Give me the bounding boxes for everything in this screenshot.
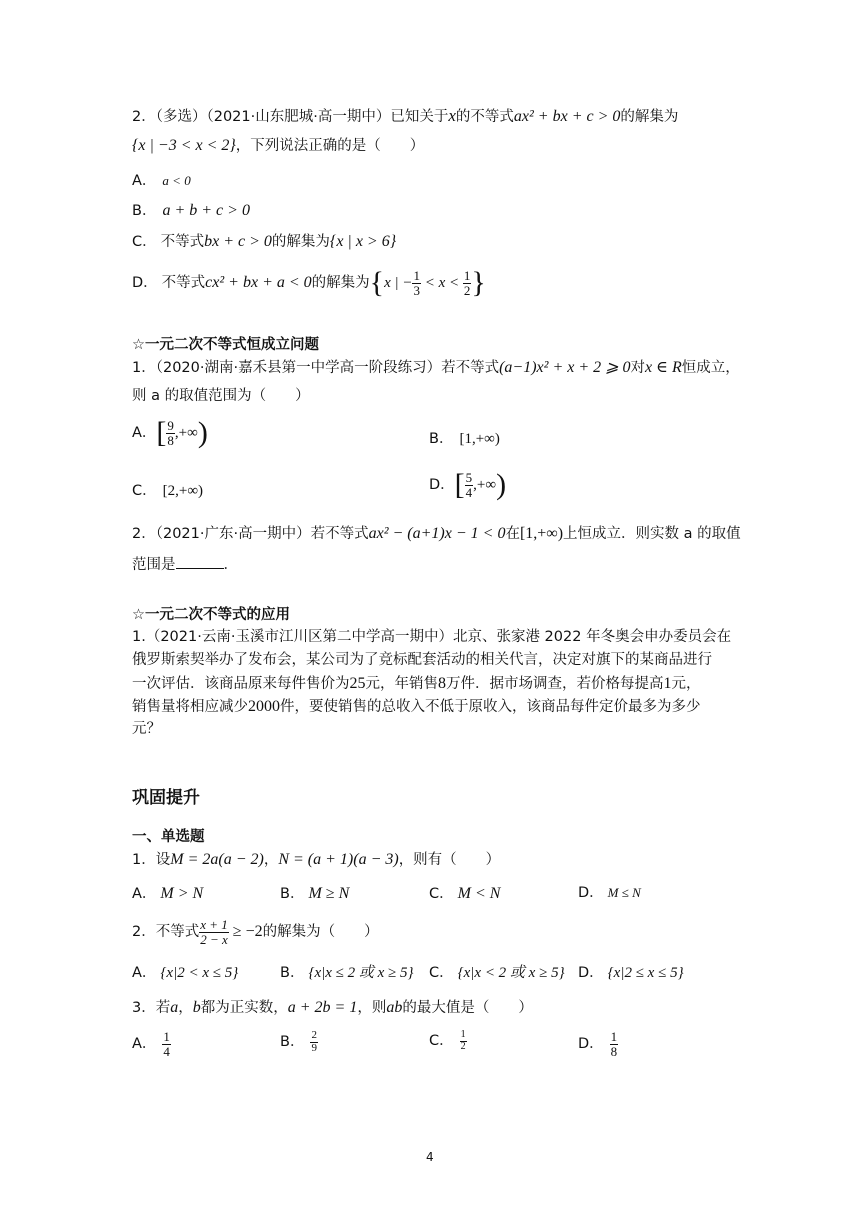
number: 25 bbox=[349, 675, 366, 692]
interval-tail: ,+∞ bbox=[174, 425, 198, 441]
section-title: 巩固提升 bbox=[132, 788, 200, 808]
option-a bbox=[132, 964, 238, 983]
question-2-line2 bbox=[132, 556, 238, 574]
bracket-left: [ bbox=[454, 468, 465, 501]
number: 1 bbox=[663, 675, 672, 692]
option-label: A． bbox=[132, 886, 157, 902]
option-label: A． bbox=[132, 1036, 157, 1053]
option-label: A． bbox=[132, 965, 157, 981]
numerator: 1 bbox=[413, 267, 420, 283]
denominator: 2 bbox=[460, 1040, 466, 1052]
text: 元，年销售 bbox=[365, 676, 438, 692]
q-text: 1．设 bbox=[132, 852, 171, 868]
q2-text: 2．（多选）（2021·山东肥城·高一期中）已知关于 bbox=[132, 109, 449, 125]
option-expr: a < 0 bbox=[162, 173, 191, 188]
option-d bbox=[132, 268, 486, 298]
q-text: 上恒成立．则实数 a 的取值 bbox=[563, 526, 741, 542]
q-text: 都为正实数， bbox=[200, 1000, 288, 1016]
denominator: 8 bbox=[167, 432, 174, 448]
option-b bbox=[429, 430, 500, 449]
interval-tail: ,+∞ bbox=[473, 477, 497, 493]
option-label: C． bbox=[429, 886, 454, 902]
option-label: C． bbox=[132, 483, 157, 499]
q-interval: [1,+∞) bbox=[519, 525, 564, 542]
q2-solution-set: {x | −3 < x < 2} bbox=[132, 137, 236, 154]
sub-heading: 一、单选题 bbox=[132, 829, 205, 845]
q2-var: x bbox=[448, 106, 456, 125]
denominator: 2 − x bbox=[200, 931, 228, 947]
option-d bbox=[578, 884, 641, 902]
q-text: 1．（2020·湖南·嘉禾县第一中学高一阶段练习）若不等式 bbox=[132, 360, 500, 376]
text: 销售量将相应减少 bbox=[132, 699, 248, 715]
brace-left: { bbox=[369, 266, 385, 299]
option-label: C． bbox=[429, 965, 454, 981]
option-expr: M < N bbox=[457, 885, 501, 902]
option-label: A． bbox=[132, 173, 157, 189]
bracket-left: [ bbox=[156, 416, 167, 449]
option-label: C． bbox=[132, 234, 157, 250]
answer-blank[interactable] bbox=[176, 556, 224, 569]
numerator: 1 bbox=[163, 1029, 170, 1044]
q-inequality: ax² − (a+1)x − 1 < 0 bbox=[368, 525, 506, 542]
q-text: ， bbox=[178, 1000, 193, 1016]
option-set: {x | x > 6} bbox=[329, 233, 397, 250]
text: 元， bbox=[671, 676, 701, 692]
option-a bbox=[132, 1030, 171, 1058]
option-b bbox=[132, 201, 250, 221]
fraction bbox=[166, 419, 175, 447]
option-text: 的解集为 bbox=[311, 275, 370, 291]
option-label: B． bbox=[132, 203, 157, 219]
question-2 bbox=[132, 918, 379, 946]
denominator: 3 bbox=[413, 282, 420, 298]
paren-right: ) bbox=[496, 468, 507, 501]
q-text: ，则 bbox=[357, 1000, 387, 1016]
q-text: 范围是 bbox=[132, 557, 176, 573]
option-a bbox=[132, 884, 203, 904]
section-heading-application: ☆一元二次不等式的应用 bbox=[132, 607, 290, 623]
fraction bbox=[162, 1030, 171, 1058]
option-label: B． bbox=[429, 431, 454, 447]
q-expr-m: M = 2a(a − 2) bbox=[170, 851, 264, 868]
option-expr: bx + c > 0 bbox=[204, 233, 272, 250]
paragraph-line bbox=[132, 697, 701, 717]
question-2-line1 bbox=[132, 524, 741, 544]
option-expr: M ≤ N bbox=[607, 885, 641, 900]
denominator: 9 bbox=[311, 1041, 317, 1054]
q-text: 3．若 bbox=[132, 1000, 171, 1016]
set-part: x | − bbox=[384, 275, 413, 291]
paragraph-line bbox=[132, 674, 701, 694]
brace-right: } bbox=[471, 266, 486, 299]
fraction bbox=[412, 269, 421, 297]
q-condition: x ∈ R bbox=[645, 359, 682, 376]
numerator: 1 bbox=[463, 267, 471, 283]
option-c bbox=[429, 964, 565, 983]
question-1 bbox=[132, 850, 500, 870]
option-b bbox=[280, 964, 414, 983]
option-label: B． bbox=[280, 965, 305, 981]
option-b bbox=[280, 1030, 318, 1054]
option-label: D． bbox=[578, 965, 604, 981]
q-var: ab bbox=[386, 999, 403, 1016]
option-c bbox=[132, 482, 203, 501]
option-expr: cx² + bx + a < 0 bbox=[205, 274, 312, 291]
q-condition: a + 2b = 1 bbox=[287, 999, 358, 1016]
option-label: D． bbox=[578, 885, 604, 901]
paren-right: ) bbox=[197, 416, 208, 449]
option-label: D． bbox=[578, 1036, 604, 1053]
fraction bbox=[465, 471, 474, 499]
option-expr: {x|2 < x ≤ 5} bbox=[160, 965, 239, 981]
denominator: 8 bbox=[610, 1043, 618, 1059]
q-text: 的最大值是（ ） bbox=[402, 1000, 533, 1016]
option-text: 不等式 bbox=[160, 234, 205, 250]
page-number: 4 bbox=[426, 1150, 434, 1164]
text: 件，要使销售的总收入不低于原收入，该商品每件定价最多为多少 bbox=[280, 699, 701, 715]
option-label: B． bbox=[280, 886, 305, 902]
numerator: 5 bbox=[465, 469, 473, 485]
option-d bbox=[578, 1030, 618, 1058]
paragraph-line: 元？ bbox=[132, 721, 161, 737]
numerator: 2 bbox=[311, 1029, 317, 1041]
fraction bbox=[610, 1030, 619, 1058]
option-expr: M ≥ N bbox=[308, 885, 350, 902]
q-text: ． bbox=[223, 557, 238, 573]
number: 8 bbox=[438, 675, 446, 692]
set-part: < x < bbox=[420, 275, 463, 291]
option-a bbox=[132, 172, 191, 190]
q-text: ， bbox=[263, 852, 279, 868]
option-expr: [1,+∞) bbox=[459, 431, 500, 447]
text: 一次评估．该商品原来每件售价为 bbox=[132, 676, 350, 692]
paragraph-line: 1.（2021·云南·玉溪市江川区第二中学高一期中）北京、张家港 2022 年冬奥会申办委员会在 bbox=[132, 629, 732, 645]
denominator: 4 bbox=[465, 484, 473, 500]
option-expr: a + b + c > 0 bbox=[162, 202, 250, 219]
question-2-multi-line2 bbox=[132, 136, 424, 156]
option-c bbox=[132, 232, 396, 252]
q-var: b bbox=[192, 999, 201, 1016]
option-text: 不等式 bbox=[161, 275, 206, 291]
question-1-line1 bbox=[132, 358, 740, 378]
q2-prompt: ，下列说法正确的是（ ） bbox=[235, 138, 425, 154]
option-text: 的解集为 bbox=[271, 234, 330, 250]
q-relation: ≥ −2 bbox=[228, 923, 263, 941]
q-text: 恒成立， bbox=[681, 360, 740, 376]
paragraph-line: 俄罗斯索契举办了发布会，某公司为了竞标配套活动的相关代言，决定对旗下的某商品进行 bbox=[132, 652, 712, 668]
numerator: 9 bbox=[167, 417, 174, 433]
numerator: 1 bbox=[460, 1029, 466, 1040]
option-c bbox=[429, 884, 500, 904]
option-label: D． bbox=[132, 275, 158, 291]
option-expr: {x|x ≤ 2 或 x ≥ 5} bbox=[308, 965, 414, 981]
fraction bbox=[199, 918, 229, 946]
option-expr: {x|x < 2 或 x ≥ 5} bbox=[457, 965, 565, 981]
numerator: 1 bbox=[610, 1029, 618, 1044]
text: 万件．据市场调查，若价格每提高 bbox=[446, 676, 664, 692]
q-text: 的解集为（ ） bbox=[262, 924, 379, 941]
q-text: ，则有（ ） bbox=[398, 852, 501, 868]
option-label: C． bbox=[429, 1033, 454, 1049]
section-heading-always-true: ☆一元二次不等式恒成立问题 bbox=[132, 337, 319, 353]
option-c bbox=[429, 1030, 467, 1052]
option-expr: [2,+∞) bbox=[162, 483, 204, 499]
q-var: a bbox=[170, 999, 179, 1016]
fraction bbox=[460, 1030, 467, 1052]
option-d bbox=[578, 964, 684, 983]
q2-end: 的解集为 bbox=[620, 109, 679, 125]
q-inequality: (a−1)x² + x + 2 ⩾ 0 bbox=[499, 359, 631, 376]
q-text: 2．（2021·广东·高一期中）若不等式 bbox=[132, 526, 369, 542]
question-3 bbox=[132, 998, 533, 1018]
q2-mid: 的不等式 bbox=[455, 109, 514, 125]
option-expr: {x|2 ≤ x ≤ 5} bbox=[607, 965, 684, 981]
denominator: 4 bbox=[163, 1043, 170, 1059]
number: 2000 bbox=[248, 698, 280, 715]
numerator: x + 1 bbox=[200, 917, 228, 932]
option-expr: M > N bbox=[160, 885, 204, 902]
q2-inequality: ax² + bx + c > 0 bbox=[513, 108, 621, 125]
option-label: A． bbox=[132, 425, 157, 441]
option-b bbox=[280, 884, 349, 904]
question-1-line2: 则 a 的取值范围为（ ） bbox=[132, 388, 310, 404]
question-2-multi-line1 bbox=[132, 105, 678, 127]
option-a bbox=[132, 418, 208, 448]
q-text: 对 bbox=[630, 360, 646, 376]
option-label: D． bbox=[429, 477, 455, 493]
q-text: 在 bbox=[505, 526, 520, 542]
fraction bbox=[310, 1030, 318, 1054]
q-expr-n: N = (a + 1)(a − 3) bbox=[278, 851, 399, 868]
option-d bbox=[429, 470, 506, 500]
denominator: 2 bbox=[463, 282, 471, 298]
option-label: B． bbox=[280, 1034, 305, 1051]
q-text: 2．不等式 bbox=[132, 924, 200, 941]
